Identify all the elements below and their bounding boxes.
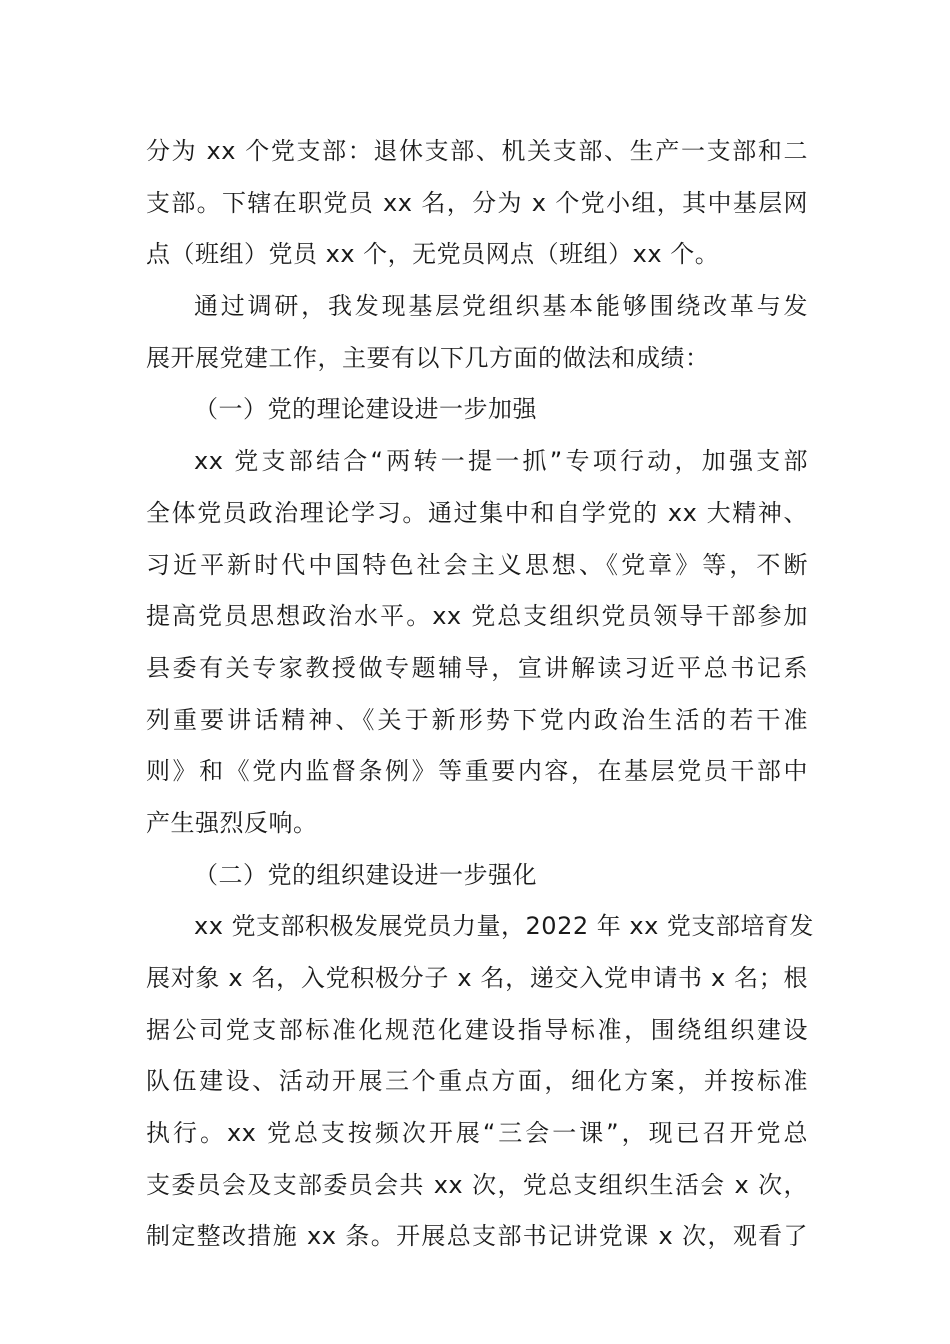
section-heading-1: （一）党的理论建设进一步加强 bbox=[194, 395, 537, 424]
paragraph-line: 全体党员政治理论学习。通过集中和自学党的 xx 大精神、 bbox=[146, 498, 808, 527]
paragraph-line: 执行。xx 党总支按频次开展“三会一课”，现已召开党总 bbox=[146, 1119, 808, 1148]
paragraph-line: 提高党员思想政治水平。xx 党总支组织党员领导干部参加 bbox=[146, 602, 808, 631]
paragraph-line: 据公司党支部标准化规范化建设指导标准，围绕组织建设 bbox=[146, 1015, 808, 1044]
document-body bbox=[146, 126, 814, 1263]
paragraph-line: 支部。下辖在职党员 xx 名，分为 x 个党小组，其中基层网 bbox=[146, 188, 808, 217]
paragraph-line: 产生强烈反响。 bbox=[146, 808, 318, 837]
paragraph-line: xx 党支部结合“两转一提一抓”专项行动，加强支部 bbox=[194, 447, 808, 476]
paragraph-line: 分为 xx 个党支部：退休支部、机关支部、生产一支部和二 bbox=[146, 137, 808, 165]
paragraph-line: 点（班组）党员 xx 个，无党员网点（班组）xx 个。 bbox=[146, 240, 720, 269]
paragraph-line: 展开展党建工作，主要有以下几方面的做法和成绩： bbox=[146, 343, 710, 372]
paragraph-line: 队伍建设、活动开展三个重点方面，细化方案，并按标准 bbox=[146, 1067, 808, 1096]
paragraph-line: 支委员会及支部委员会共 xx 次，党总支组织生活会 x 次， bbox=[146, 1170, 808, 1199]
paragraph-line: 列重要讲话精神、《关于新形势下党内政治生活的若干准 bbox=[146, 705, 808, 734]
paragraph-line: 则》和《党内监督条例》等重要内容，在基层党员干部中 bbox=[146, 757, 808, 786]
paragraph-line: 通过调研，我发现基层党组织基本能够围绕改革与发 bbox=[194, 292, 808, 321]
section-heading-2: （二）党的组织建设进一步强化 bbox=[194, 860, 537, 889]
paragraph-line: 习近平新时代中国特色社会主义思想、《党章》等，不断 bbox=[146, 550, 808, 579]
paragraph-line: xx 党支部积极发展党员力量，2022 年 xx 党支部培育发 bbox=[194, 912, 814, 941]
paragraph-line: 制定整改措施 xx 条。开展总支部书记讲党课 x 次，观看了 bbox=[146, 1222, 808, 1251]
paragraph-line: 县委有关专家教授做专题辅导，宣讲解读习近平总书记系 bbox=[146, 653, 808, 682]
paragraph-line: 展对象 x 名，入党积极分子 x 名，递交入党申请书 x 名；根 bbox=[146, 964, 808, 992]
